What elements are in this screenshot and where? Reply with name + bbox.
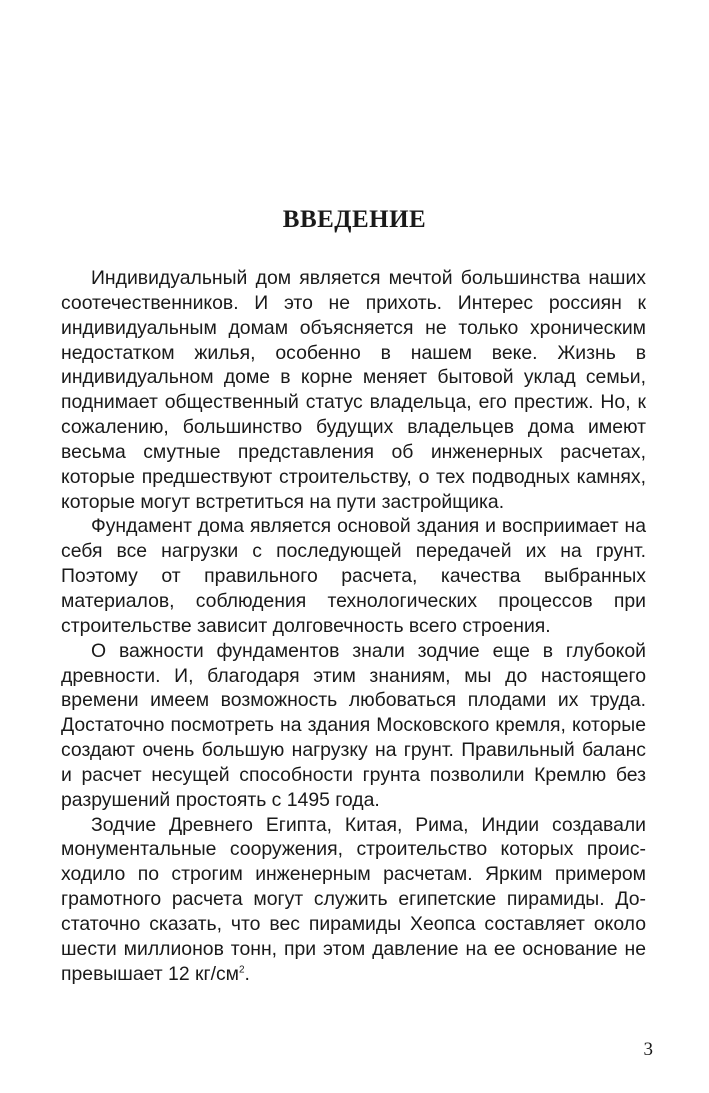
paragraph-2: Фундамент дома является основой здания и восприимает на себя все нагрузки с последующей передачей их на грунт. Поэтому от правильного расчета, качества выбранных материалов, соблюдения технологических процессов при строительстве зависит долговечность всего строения. [61,515,646,637]
superscript-exponent: 2 [238,964,245,976]
page-number: 3 [643,1039,653,1060]
paragraph-3: О важности фундаментов знали зодчие еще в глубокой древности. И, благодаря этим знаниям, мы до настоящего времени имеем возможность любоваться плодами их труда. Достаточно посмотреть на здания Московского кремля, которые создают очень большую нагрузку на грунт. Правильный баланс и расчет несущей способности грунта позволили Кремлю без разрушений простоять с 1495 года. [61,639,646,811]
body-text [61,266,646,986]
final-period: . [244,962,250,985]
chapter-title: ВВЕДЕНИЕ [282,206,427,233]
paragraph-4-text: Зодчие Древнего Египта, Китая, Рима, Индии создавали монументальные сооружения, строительство которых происходило по строгим инженерным расчетам. Ярким примером грамотного расчета могут служить египетские пирамиды. Достаточно сказать, что вес пирамиды Хеопса составляет около шести миллионов тонн, при этом давление на ее основание не превышает 12 кг/см [61,813,646,985]
paragraph-1: Индивидуальный дом является мечтой большинства наших соотечественников. И это не прихоть. Интерес россиян к индивидуальным домам объясняется не только хроническим недостатком жилья, особенно в нашем веке. Жизнь в индивидуальном доме в корне меняет бытовой уклад семьи, поднимает общественный статус владельца, его престиж. Но, к сожалению, большинство будущих владельцев дома имеют весьма смутные представления об инженерных расчетах, которые предшествуют строительству, о тех подводных камнях, которые могут встретиться на пути застройщика. [61,267,646,513]
paragraph-4 [61,813,646,987]
